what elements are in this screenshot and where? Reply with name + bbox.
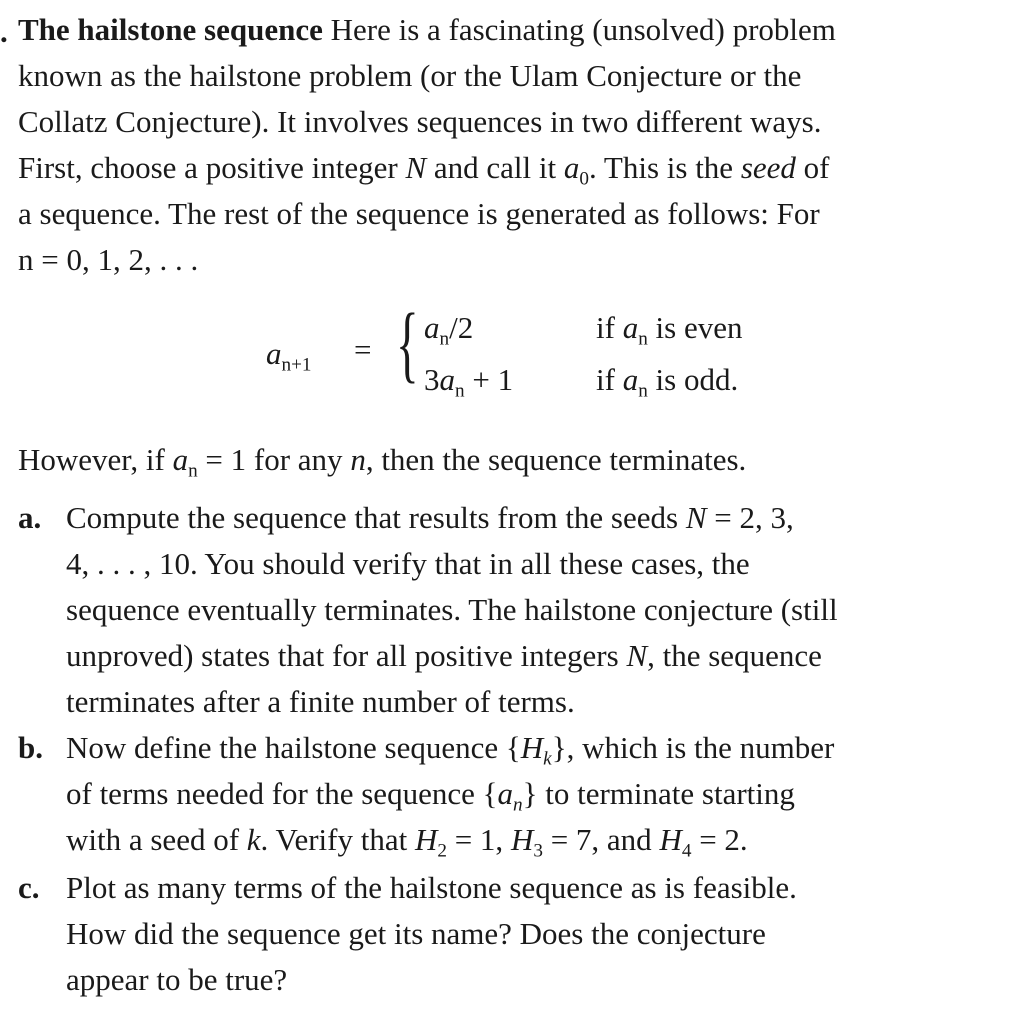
part-a-line-2: 4, . . . , 10. You should verify that in all these cases, the [66, 546, 750, 581]
intro-line-2: known as the hailstone problem (or the Ulam Conjecture or the [18, 58, 802, 93]
termination-statement: However, if $a_n = 1$ for any n, then the sequence terminates. [18, 442, 747, 482]
formula-case1-condition: if $a_n$ is even [596, 310, 743, 350]
part-a-line-4: unproved) states that for all positive integers N, the sequence [66, 638, 822, 673]
part-c-line-1: Plot as many terms of the hailstone sequence as is feasible. [66, 870, 797, 905]
part-b-line-1: Now define the hailstone sequence $\{H_k\}$, which is the number [66, 730, 835, 770]
problem-number-fragment: . [0, 14, 8, 49]
part-c-line-3: appear to be true? [66, 962, 288, 997]
part-c-label: c. [18, 870, 40, 905]
intro-line-5: a sequence. The rest of the sequence is generated as follows: For [18, 196, 820, 231]
part-a-line-5: terminates after a finite number of terms. [66, 684, 575, 719]
part-a-line-3: sequence eventually terminates. The hailstone conjecture (still [66, 592, 838, 627]
formula-case2-expression: $3a_n + 1$ [424, 362, 514, 402]
formula-equals: = [354, 332, 372, 367]
formula-case1-expression: $a_n/2$ [424, 310, 474, 350]
intro-line-4: First, choose a positive integer N and call it $a_0$. This is the seed of [18, 150, 830, 190]
intro-line-6: n = 0, 1, 2, . . . [18, 242, 199, 277]
problem-title: The hailstone sequence [18, 12, 323, 47]
formula-lhs: $a_{n+1}$ [266, 336, 312, 376]
intro-line-1: The hailstone sequence Here is a fascinating (unsolved) problem [18, 12, 836, 47]
formula-case2-condition: if $a_n$ is odd. [596, 362, 739, 402]
part-c-line-2: How did the sequence get its name? Does the conjecture [66, 916, 766, 951]
part-b-line-3: with a seed of k. Verify that $H_2 = 1$, $H_3 = 7$, and $H_4 = 2$. [66, 822, 748, 862]
part-a-label: a. [18, 500, 42, 535]
part-b-line-2: of terms needed for the sequence $\{a_n\}$ to terminate starting [66, 776, 795, 816]
part-b-label: b. [18, 730, 43, 765]
intro-line-3: Collatz Conjecture). It involves sequences in two different ways. [18, 104, 822, 139]
formula-left-brace: { [396, 295, 419, 391]
part-a-line-1: Compute the sequence that results from the seeds N = 2, 3, [66, 500, 794, 535]
